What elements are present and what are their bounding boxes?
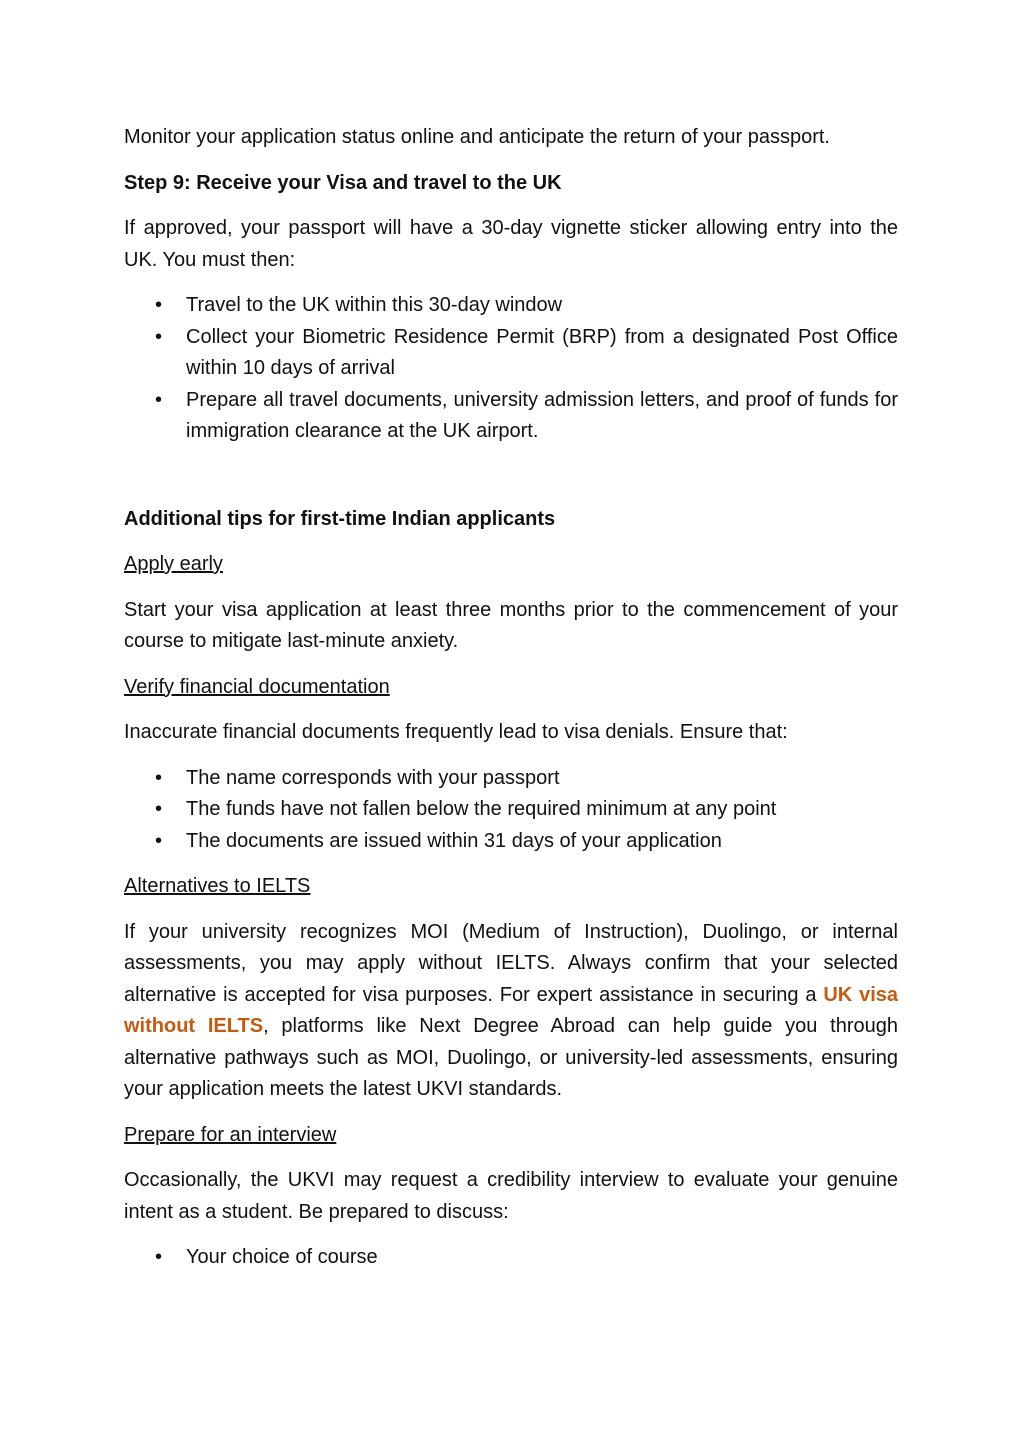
bullet-icon: • <box>155 766 163 789</box>
document-page <box>124 122 898 1288</box>
bullet-icon: • <box>155 294 163 316</box>
list-item: • Your choice of course <box>124 1242 898 1274</box>
step9-heading: Step 9: Receive your Visa and travel to the UK <box>124 171 562 194</box>
interview-paragraph: Occasionally, the UKVI may request a credibility interview to evaluate your genuine intent as a student. Be prepared to discuss: <box>124 1169 898 1223</box>
verify-heading: Verify financial documentation <box>124 675 390 698</box>
verify-paragraph: Inaccurate financial documents frequently lead to visa denials. Ensure that: <box>124 721 788 743</box>
verify-list <box>124 763 898 858</box>
interview-list <box>124 1242 898 1274</box>
interview-heading: Prepare for an interview <box>124 1123 337 1146</box>
alternatives-heading: Alternatives to IELTS <box>124 875 311 897</box>
list-item: • Travel to the UK within this 30-day window <box>124 290 898 322</box>
step9-list <box>124 290 898 448</box>
bullet-icon: • <box>155 388 163 411</box>
list-item: • Collect your Biometric Residence Permit (BRP) from a designated Post Office within 10 days of arrival <box>124 322 898 385</box>
tips-heading: Additional tips for first-time Indian applicants <box>124 507 556 530</box>
section-spacer <box>124 462 898 504</box>
apply-early-paragraph: Start your visa application at least three months prior to the commencement of your course to mitigate last-minute anxiety. <box>124 598 898 652</box>
apply-early-heading: Apply early <box>124 553 223 575</box>
list-item: • Prepare all travel documents, university admission letters, and proof of funds for immigration clearance at the UK airport. <box>124 385 898 448</box>
intro-paragraph: Monitor your application status online and anticipate the return of your passport. <box>124 126 830 148</box>
list-item: • The documents are issued within 31 days of your application <box>124 826 898 858</box>
list-item: • The name corresponds with your passport <box>124 763 898 795</box>
bullet-icon: • <box>155 798 163 820</box>
bullet-icon: • <box>155 325 163 348</box>
list-item: • The funds have not fallen below the required minimum at any point <box>124 794 898 826</box>
alternatives-paragraph: If your university recognizes MOI (Medium of Instruction), Duolingo, or internal assessments, you may apply without IELTS. Always confirm that your selected alternative is accepted for visa purposes. For expert assistance in securing a UK visa without IELTS, platforms like Next Degree Abroad can help guide you through alternative pathways such as MOI, Duolingo, or university-led assessments, ensuring your application meets the latest UKVI standards. <box>124 920 899 1100</box>
bullet-icon: • <box>155 829 163 852</box>
uk-visa-link[interactable]: UK visa without IELTS <box>124 983 899 1037</box>
bullet-icon: • <box>155 1246 163 1268</box>
step9-paragraph: If approved, your passport will have a 30-day vignette sticker allowing entry into the UK. You must then: <box>124 217 898 271</box>
